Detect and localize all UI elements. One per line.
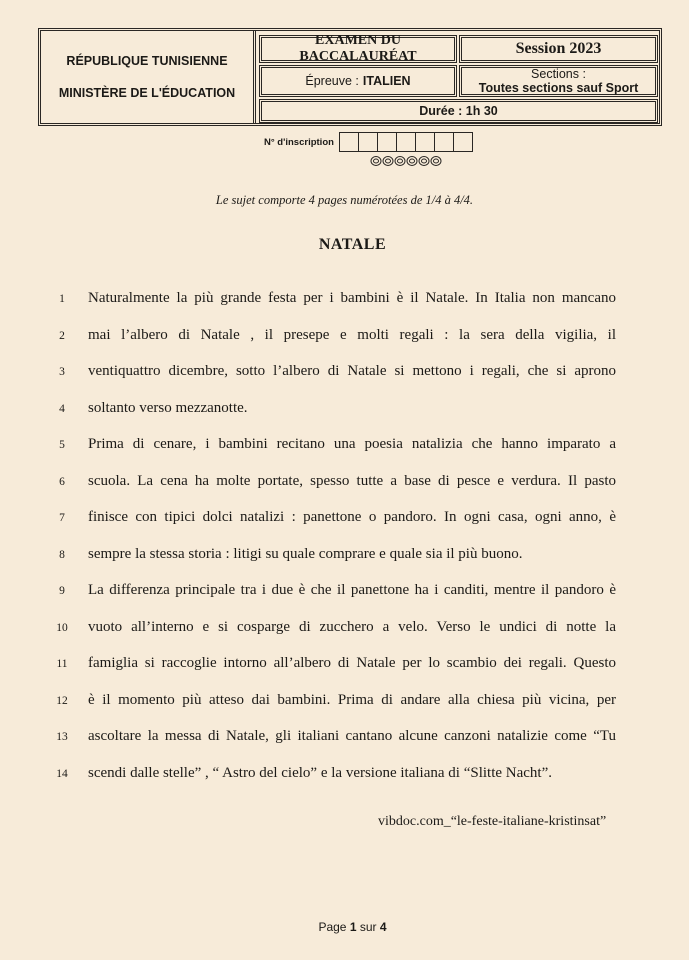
passage-line (0, 653, 689, 673)
source-citation: vibdoc.com_“le-feste-italiane-kristinsat” (378, 814, 607, 829)
exam-header (38, 28, 662, 126)
line-text: Prima di cenare, i bambini recitano una poesia natalizia che hanno imparato a (88, 436, 616, 452)
inscription-digit-box[interactable] (416, 133, 435, 151)
line-text: scuola. La cena ha molte portate, spesso tutte a base di pesce e verdura. Il pasto (88, 472, 616, 489)
inscription-digit-box[interactable] (435, 133, 454, 151)
line-number: 14 (56, 767, 68, 780)
passage-line (0, 726, 689, 746)
session-label: Session 2023 (459, 35, 658, 63)
ministry-label: MINISTÈRE DE L'ÉDUCATION (58, 86, 236, 100)
line-number: 13 (56, 731, 68, 743)
sections-value: Toutes sections sauf Sport (478, 81, 639, 95)
line-number: 2 (59, 329, 65, 342)
line-text: scendi dalle stelle” , “ Astro del cielo” e la versione italiana di “Slitte Nacht”. (88, 764, 552, 781)
passage-line (0, 325, 689, 345)
inscription-row (264, 132, 473, 152)
line-text: Naturalmente la più grande festa per i bambini è il Natale. In Italia non mancano (88, 290, 616, 306)
line-text: La differenza principale tra i due è che il panettone ha i canditi, mentre il pandoro è (88, 582, 616, 598)
text-title: NATALE (318, 236, 387, 253)
passage-line (0, 617, 689, 637)
seal-pattern-icon (370, 155, 444, 167)
footer-page-word: Page (318, 920, 347, 934)
inscription-digit-box[interactable] (340, 133, 359, 151)
epreuve-value: ITALIEN (362, 74, 411, 88)
passage-line (0, 398, 689, 418)
footer-page-number: 1 (349, 920, 357, 934)
line-text: mai l’albero di Natale , il presepe e molti regali : la sera della vigilia, il (88, 326, 616, 343)
footer-total-pages: 4 (379, 920, 387, 934)
sections-label: Sections : (531, 67, 586, 81)
passage-line (0, 507, 689, 527)
inscription-label: N° d'inscription (264, 136, 334, 148)
line-text: sempre la stessa storia : litigi su quale comprare e quale sia il più buono. (88, 545, 523, 562)
line-number: 5 (59, 439, 65, 451)
sections-cell (459, 65, 658, 97)
inscription-digit-box[interactable] (378, 133, 397, 151)
epreuve-label: Épreuve : (305, 74, 359, 88)
passage-line (0, 434, 689, 454)
passage-line (0, 361, 689, 381)
line-number: 12 (56, 694, 68, 707)
line-number: 6 (59, 475, 65, 488)
passage-line (0, 580, 689, 600)
inscription-boxes[interactable] (339, 132, 473, 152)
line-text: famiglia si raccoglie intorno all’albero di Natale per lo scambio dei regali. Questo (88, 655, 616, 671)
line-text: soltanto verso mezzanotte. (88, 399, 248, 416)
line-text: è il momento più atteso dai bambini. Prima di andare alla chiesa più vicina, per (88, 691, 616, 708)
pages-note: Le sujet comporte 4 pages numérotées de 1/4 à 4/4. (215, 193, 474, 207)
inscription-digit-box[interactable] (397, 133, 416, 151)
passage-line (0, 544, 689, 564)
passage-line (0, 288, 689, 308)
line-number: 1 (59, 293, 65, 305)
line-number: 11 (56, 658, 68, 670)
epreuve-cell (259, 65, 457, 97)
footer-sur-word: sur (359, 920, 377, 934)
passage-line (0, 471, 689, 491)
line-number: 7 (59, 512, 65, 524)
duree-label: Durée : (419, 104, 463, 118)
line-number: 10 (56, 621, 68, 634)
line-text: finisce con tipici dolci natalizi : panettone o pandoro. In ogni casa, ogni anno, è (88, 509, 616, 525)
duree-value: 1h 30 (465, 104, 498, 118)
line-number: 9 (59, 585, 65, 597)
line-number: 3 (59, 366, 65, 378)
ministry-block (41, 31, 256, 123)
line-number: 8 (59, 548, 65, 561)
line-text: ascoltare la messa di Natale, gli italiani cantano alcune canzoni natalizie come “Tu (88, 728, 616, 744)
passage-line (0, 690, 689, 710)
inscription-digit-box[interactable] (454, 133, 472, 151)
duree-cell (259, 99, 658, 123)
inscription-digit-box[interactable] (359, 133, 378, 151)
line-text: vuoto all’interno e si cosparge di zucchero a velo. Verso le undici di notte la (88, 618, 616, 635)
passage-line (0, 763, 689, 783)
line-text: ventiquattro dicembre, sotto l’albero di Natale si mettono i regali, che si aprono (88, 363, 616, 379)
page-footer (0, 920, 689, 934)
exam-title: EXAMEN DU BACCALAURÉAT (259, 35, 457, 63)
line-number: 4 (59, 402, 65, 415)
republic-label: RÉPUBLIQUE TUNISIENNE (66, 54, 228, 68)
